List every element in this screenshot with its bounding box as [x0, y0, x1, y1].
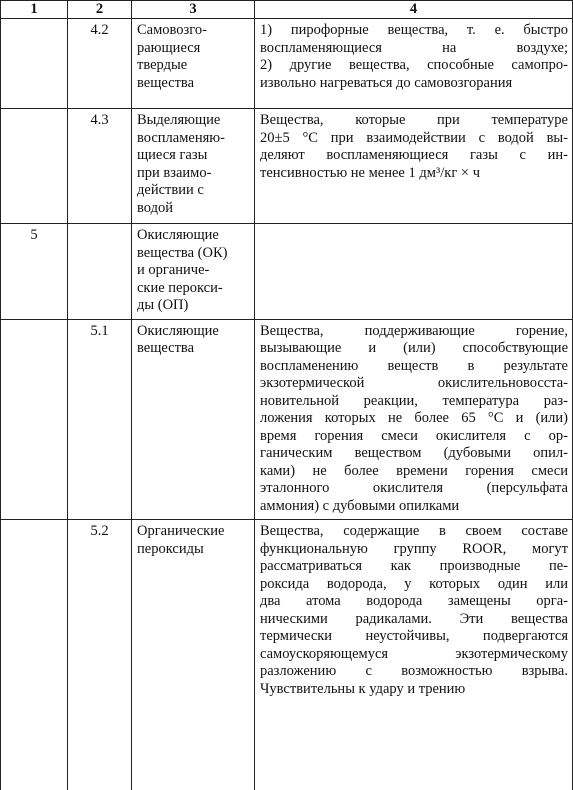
description-cell: [255, 109, 573, 224]
description-line: вызывающие и (или) способствующие: [260, 340, 568, 356]
description-line: новительной реакции, температура раз-: [260, 392, 568, 409]
substance-name-line: водой: [137, 199, 173, 216]
table-row: [1, 224, 573, 320]
header-row: [1, 1, 573, 19]
substance-name-line: воспламеняю-: [137, 129, 225, 146]
substance-name-line: Выделяющие: [137, 112, 221, 128]
description-line: аммония) с дубовыми опилками: [260, 497, 460, 514]
description-line: ложения которых не более 65 °С и (или): [260, 410, 568, 426]
description-line: 20±5 °С при взаимодействии с водой вы-: [260, 129, 568, 146]
description-line: 2) другие вещества, способные самопро-: [260, 57, 568, 73]
description-line: термически неустойчивы, подвергаются: [260, 628, 568, 644]
subclass-number-cell: 5.1: [68, 319, 132, 520]
description-line: разложению с возможностью взрыва.: [260, 663, 568, 679]
substance-name-line: Окисляющие: [137, 227, 219, 243]
description-line: самоускоряющемуся экзотермическому: [260, 645, 568, 662]
substance-name-line: ские перокси-: [137, 279, 223, 296]
substance-name-line: Органические: [137, 523, 225, 539]
subclass-number-cell: 4.3: [68, 109, 132, 224]
substance-name-cell: [132, 224, 255, 320]
substance-name-cell: [132, 19, 255, 109]
subclass-number-cell: 4.2: [68, 19, 132, 109]
table-body: [1, 19, 573, 790]
class-number-cell: [1, 109, 68, 224]
subclass-number-cell: [68, 224, 132, 320]
header-col-1: 1: [1, 1, 68, 19]
description-line: Вещества, которые при температуре: [260, 112, 568, 128]
substance-name-line: вещества (ОК): [137, 244, 228, 261]
table-row: [1, 520, 573, 790]
substance-name-cell: [132, 319, 255, 520]
description-line: функциональную группу ROOR, могут: [260, 540, 568, 557]
substance-name-line: рающиеся: [137, 39, 201, 56]
description-line: роксида водорода, у которых один или: [260, 575, 568, 592]
description-line: два атома водорода замещены орга-: [260, 593, 568, 609]
class-number-cell: [1, 319, 68, 520]
description-line: Вещества, содержащие в своем составе: [260, 523, 568, 539]
header-col-2: 2: [68, 1, 132, 19]
description-line: Вещества, поддерживающие горение,: [260, 322, 568, 339]
header-col-3: 3: [132, 1, 255, 19]
description-line: воспламеняющиеся на воздухе;: [260, 39, 568, 56]
description-line: время горения смеси окислителя с ор-: [260, 427, 568, 444]
substance-name-line: вещества: [137, 340, 195, 356]
substance-name-line: щиеся газы: [137, 147, 208, 163]
description-line: ками) не более времени горения смеси: [260, 462, 568, 479]
description-line: Чувствительны к удару и трению: [260, 680, 466, 697]
class-number-cell: 5: [1, 224, 68, 320]
substance-name-line: пероксиды: [137, 540, 204, 557]
substance-name-line: Самовозго-: [137, 22, 207, 38]
subclass-number-cell: 5.2: [68, 520, 132, 790]
substance-name-line: вещества: [137, 74, 195, 91]
table-row: [1, 19, 573, 109]
header-col-4: 4: [255, 1, 573, 19]
substance-name-cell: [132, 520, 255, 790]
substance-name-line: ды (ОП): [137, 297, 189, 313]
substance-name-line: и органиче-: [137, 262, 210, 278]
description-line: деляют воспламеняющиеся газы с ин-: [260, 147, 568, 163]
description-line: рассматриваться как производные пе-: [260, 558, 568, 574]
description-line: ганическим веществом (дубовыми опил-: [260, 445, 568, 461]
description-cell: [255, 520, 573, 790]
table-row: [1, 109, 573, 224]
substance-name-line: при взаимо-: [137, 164, 212, 181]
description-line: тенсивностью не менее 1 дм³/кг × ч: [260, 164, 480, 181]
description-line: воспламенению веществ в результате: [260, 357, 568, 374]
description-line: эталонного окислителя (персульфата: [260, 480, 568, 496]
description-line: экзотермической окислительновосста-: [260, 375, 568, 391]
description-cell: [255, 224, 573, 320]
description-cell: [255, 19, 573, 109]
description-line: ническими радикалами. Эти вещества: [260, 610, 568, 627]
description-line: извольно нагреваться до самовозгорания: [260, 74, 513, 91]
class-number-cell: [1, 19, 68, 109]
substance-name-cell: [132, 109, 255, 224]
class-number-cell: [1, 520, 68, 790]
substance-name-line: твердые: [137, 57, 188, 73]
substance-name-line: действии с: [137, 182, 204, 198]
description-line: 1) пирофорные вещества, т. е. быстро: [260, 22, 568, 38]
table-row: [1, 319, 573, 520]
description-cell: [255, 319, 573, 520]
substance-name-line: Окисляющие: [137, 322, 219, 339]
